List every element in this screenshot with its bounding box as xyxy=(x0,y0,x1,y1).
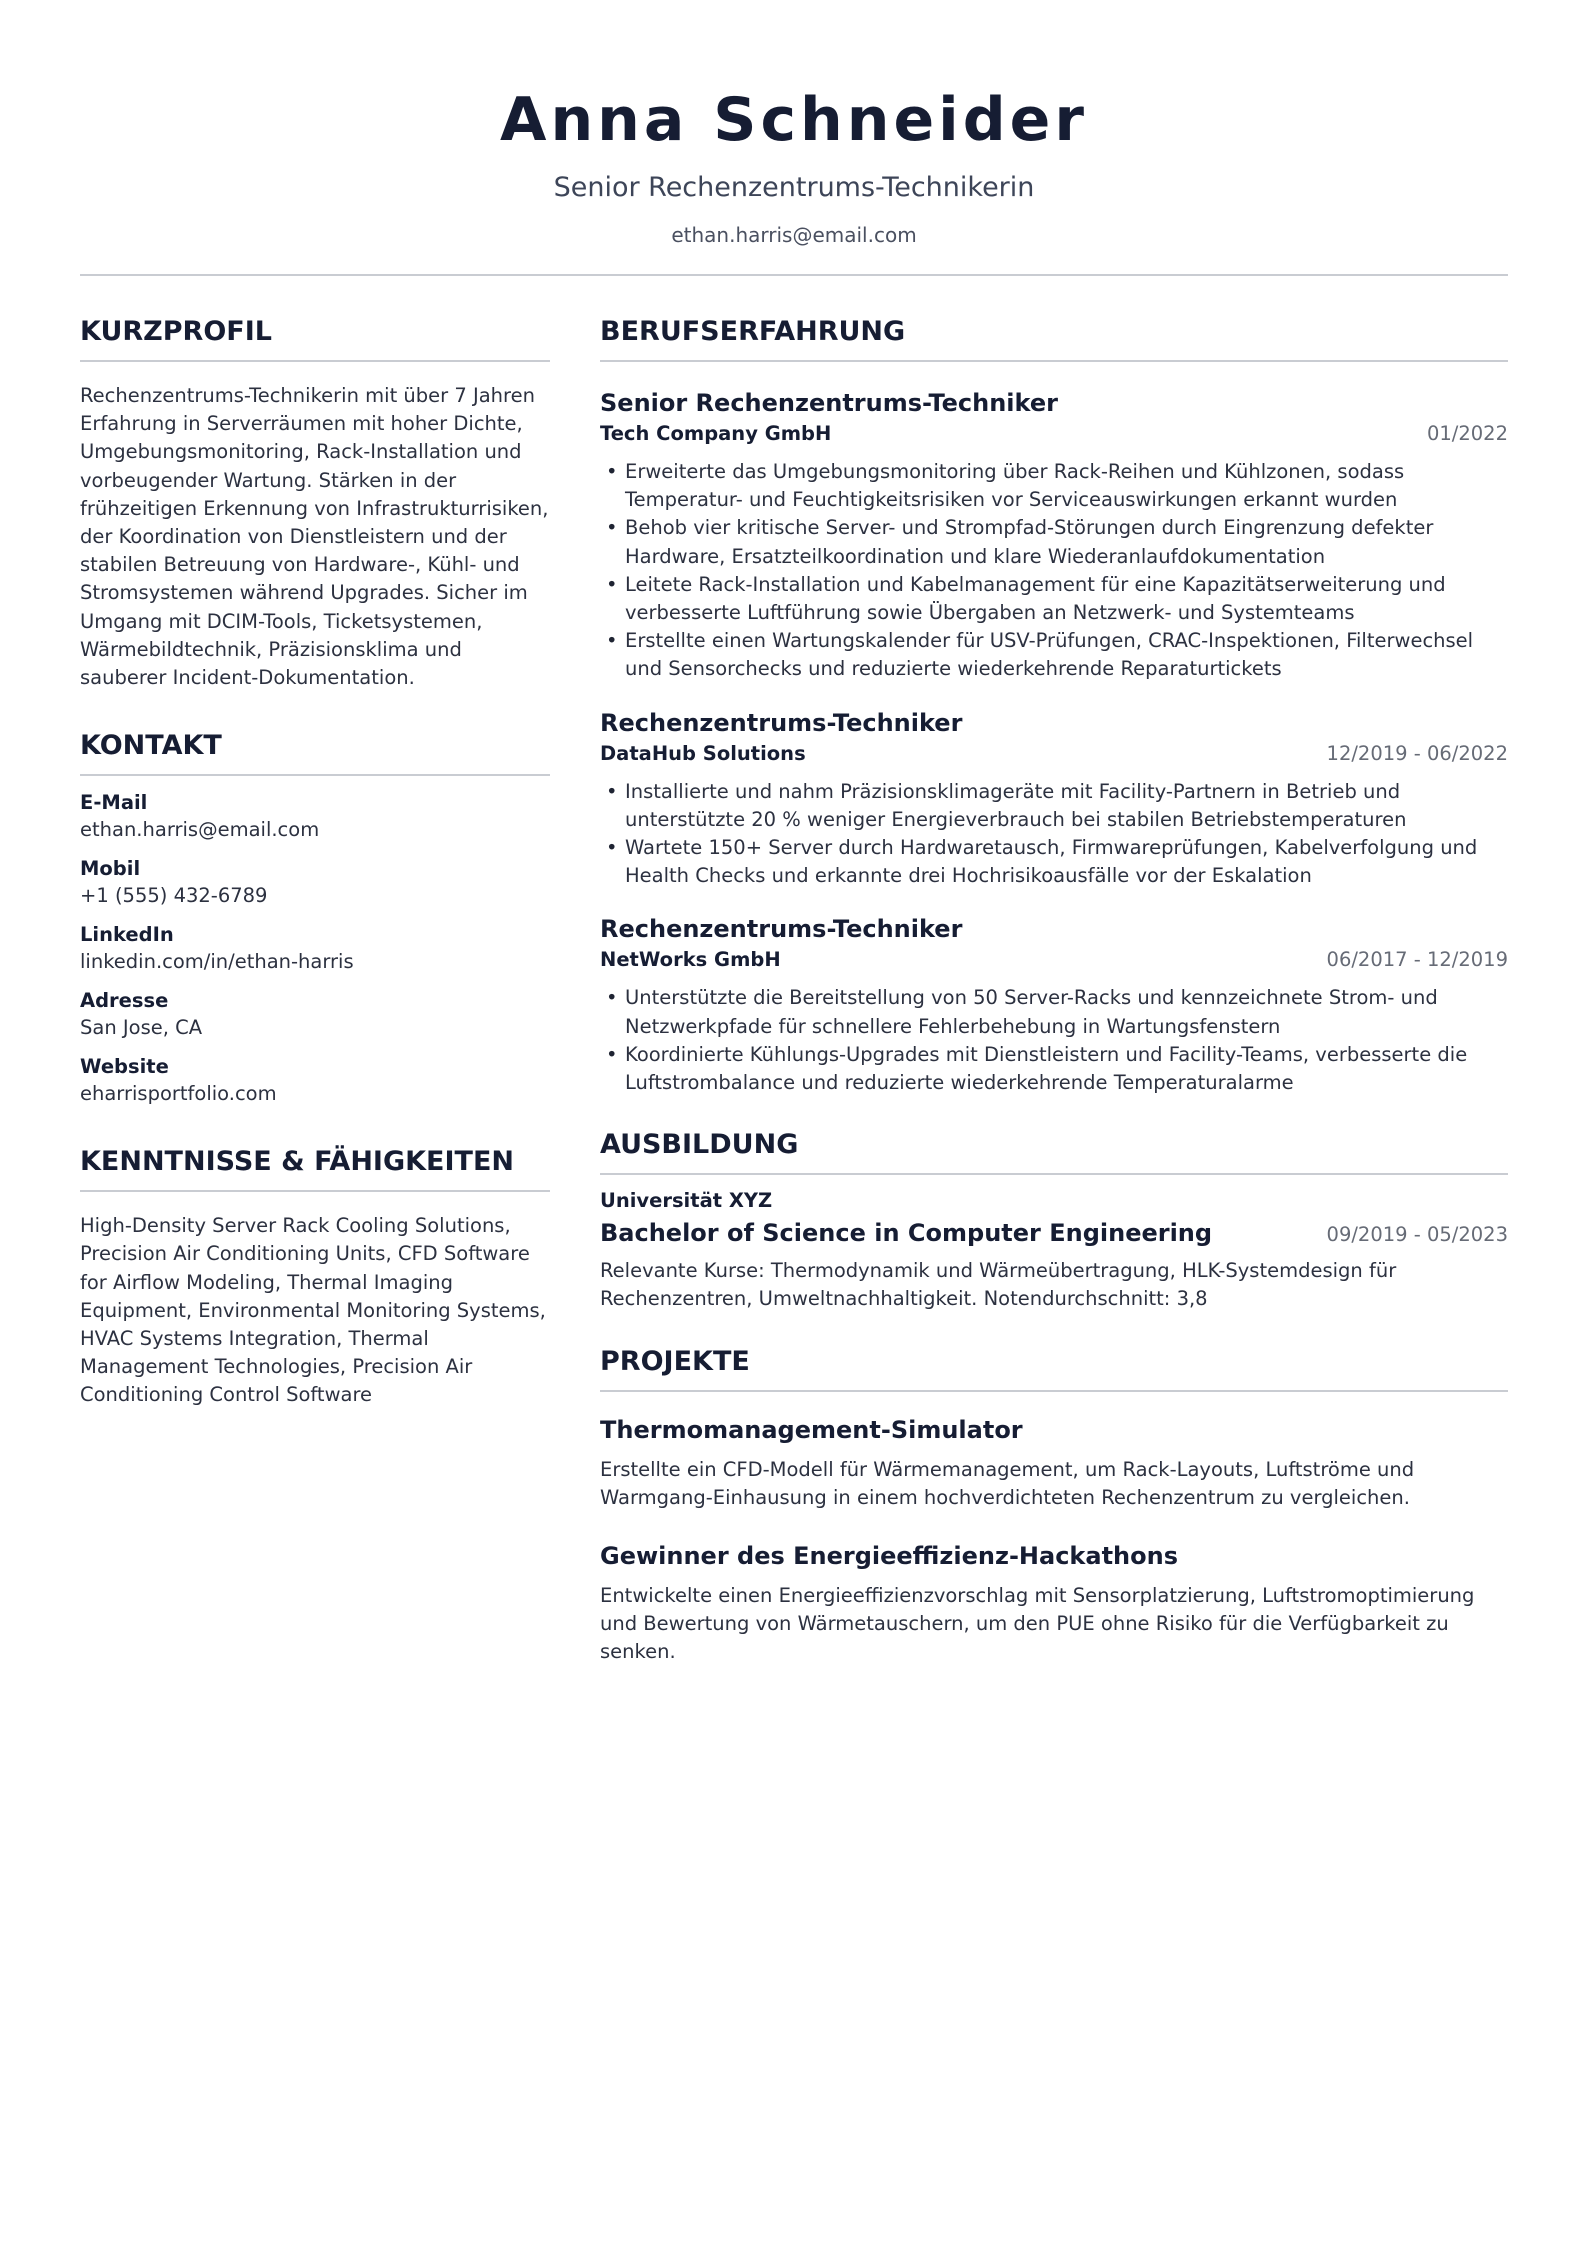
contact-list xyxy=(80,790,550,1108)
contact-section xyxy=(80,728,550,1108)
section-divider xyxy=(600,1390,1508,1392)
skills-text: High-Density Server Rack Cooling Solutions, Precision Air Conditioning Units, CFD Software for Airflow Modeling, Thermal Imaging Equipment, Environmental Monitoring Systems, HVAC Systems Integration, Thermal Management Technologies, Precision Air Conditioning Control Software xyxy=(80,1214,546,1407)
contact-value-website[interactable]: eharrisportfolio.com xyxy=(80,1082,277,1106)
section-title-profile: KURZPROFIL xyxy=(80,316,272,347)
resume-header xyxy=(80,0,1508,276)
project-title: Gewinner des Energieeffizienz-Hackathons xyxy=(600,1542,1179,1571)
contact-label-address: Adresse xyxy=(80,989,169,1013)
contact-value-mobile[interactable]: +1 (555) 432-6789 xyxy=(80,884,268,908)
section-title-experience: BERUFSERFAHRUNG xyxy=(600,316,906,347)
contact-label-email: E-Mail xyxy=(80,791,148,815)
section-divider xyxy=(600,360,1508,362)
job-bullet: • Installierte und nahm Präzisionsklimageräte mit Facility-Partnern in Betrieb und unterstützte 20 % weniger Energieverbrauch bei stabilen Betriebstemperaturen xyxy=(600,778,1508,834)
job-bullet: • Leitete Rack-Installation und Kabelmanagement für eine Kapazitätserweiterung und verbesserte Luftführung sowie Übergaben an Netzwerk- und Systemteams xyxy=(600,571,1508,627)
candidate-name: Anna Schneider xyxy=(500,85,1088,155)
contact-label-linkedin: LinkedIn xyxy=(80,923,174,947)
section-divider xyxy=(80,774,550,776)
job-bullet: • Erweiterte das Umgebungsmonitoring über Rack-Reihen und Kühlzonen, sodass Temperatur- und Feuchtigkeitsrisiken vor Serviceauswirkungen erkannt wurden xyxy=(600,458,1508,514)
job-bullets xyxy=(600,458,1508,684)
section-title-education: AUSBILDUNG xyxy=(600,1129,799,1161)
header-divider xyxy=(80,274,1508,276)
job-title: Rechenzentrums-Techniker xyxy=(600,708,963,737)
job-bullet: • Unterstützte die Bereitstellung von 50 Server-Racks und kennzeichnete Strom- und Netzwerkpfade für schnellere Fehlerbehebung in Wartungsfenstern xyxy=(600,984,1508,1040)
contact-label-website: Website xyxy=(80,1055,169,1079)
experience-section xyxy=(600,314,1508,1097)
job-date: 06/2017 - 12/2019 xyxy=(1326,948,1508,972)
job-bullet: • Erstellte einen Wartungskalender für USV-Prüfungen, CRAC-Inspektionen, Filterwechsel und Sensorchecks und reduzierte wiederkehrende Reparaturtickets xyxy=(600,627,1508,683)
education-section xyxy=(600,1127,1508,1313)
project-description: Erstellte ein CFD-Modell für Wärmemanagement, um Rack-Layouts, Luftströme und Warmgang-Einhausung in einem hochverdichteten Rechenzentrum zu vergleichen. xyxy=(600,1457,1415,1509)
job-title: Rechenzentrums-Techniker xyxy=(600,915,963,944)
job-bullets xyxy=(600,778,1508,891)
job-company: Tech Company GmbH xyxy=(600,422,832,445)
contact-value-email[interactable]: ethan.harris@email.com xyxy=(80,818,320,842)
resume-columns xyxy=(80,314,1508,1667)
right-column xyxy=(600,314,1508,1667)
job-meta xyxy=(600,740,1508,768)
job-date: 12/2019 - 06/2022 xyxy=(1326,741,1508,765)
contact-value-address: San Jose, CA xyxy=(80,1016,203,1040)
job-bullet: • Wartete 150+ Server durch Hardwaretausch, Firmwareprüfungen, Kabelverfolgung und Health Checks und erkannte drei Hochrisikoausfälle vor der Eskalation xyxy=(600,834,1508,890)
section-divider xyxy=(600,1173,1508,1175)
job-bullet: • Koordinierte Kühlungs-Upgrades mit Dienstleistern und Facility-Teams, verbesserte die Luftstrombalance und reduzierte wiederkehrende Temperaturalarme xyxy=(600,1041,1508,1097)
contact-label-mobile: Mobil xyxy=(80,857,141,881)
header-email[interactable]: ethan.harris@email.com xyxy=(671,223,917,247)
job-bullet: • Behob vier kritische Server- und Strompfad-Störungen durch Eingrenzung defekter Hardware, Ersatzteilkoordination und klare Wiederanlaufdokumentation xyxy=(600,514,1508,570)
section-title-projects: PROJEKTE xyxy=(600,1345,750,1377)
section-divider xyxy=(80,360,550,362)
job-date: 01/2022 xyxy=(1426,422,1508,445)
job-entry xyxy=(600,914,1508,1097)
education-school: Universität XYZ xyxy=(600,1189,773,1213)
contact-value-linkedin[interactable]: linkedin.com/in/ethan-harris xyxy=(80,950,354,974)
project-entry xyxy=(600,1414,1508,1512)
left-column xyxy=(80,314,550,1667)
job-company: DataHub Solutions xyxy=(600,741,806,765)
education-date: 09/2019 - 05/2023 xyxy=(1326,1223,1508,1247)
projects-section xyxy=(600,1344,1508,1667)
project-entry xyxy=(600,1540,1508,1667)
job-company: NetWorks GmbH xyxy=(600,948,781,972)
job-entry xyxy=(600,708,1508,891)
section-title-skills: KENNTNISSE & FÄHIGKEITEN xyxy=(80,1146,515,1178)
candidate-role: Senior Rechenzentrums-Technikerin xyxy=(553,172,1035,203)
section-title-contact: KONTAKT xyxy=(80,730,222,762)
skills-section xyxy=(80,1144,550,1409)
section-divider xyxy=(80,1190,550,1192)
job-bullets xyxy=(600,984,1508,1097)
education-description: Relevante Kurse: Thermodynamik und Wärmeübertragung, HLK-Systemdesign für Rechenzentren, Umweltnachhaltigkeit. Notendurchschnitt: 3,8 xyxy=(600,1259,1397,1311)
project-title: Thermomanagement-Simulator xyxy=(600,1415,1023,1444)
job-meta xyxy=(600,946,1508,974)
project-description: Entwickelte einen Energieeffizienzvorschlag mit Sensorplatzierung, Luftstromoptimierung und Bewertung von Wärmetauschern, um den PUE ohne Risiko für die Verfügbarkeit zu senken. xyxy=(600,1584,1475,1664)
job-title: Senior Rechenzentrums-Techniker xyxy=(600,389,1058,417)
job-entry xyxy=(600,388,1508,684)
education-meta xyxy=(600,1217,1508,1249)
job-meta xyxy=(600,420,1508,448)
education-degree: Bachelor of Science in Computer Engineering xyxy=(600,1219,1213,1248)
profile-text: Rechenzentrums-Technikerin mit über 7 Jahren Erfahrung in Serverräumen mit hoher Dichte, Umgebungsmonitoring, Rack-Installation und vorbeugender Wartung. Stärken in der frühzeitigen Erkennung von Infrastrukturrisiken, der Koordination von Dienstleistern und der stabilen Betreuung von Hardware-, Kühl- und Stromsystemen während Upgrades. Sicher im Umgang mit DCIM-Tools, Ticketsystemen, Wärmebildtechnik, Präzisionsklima und sauberer Incident-Dokumentation. xyxy=(80,384,549,690)
profile-section xyxy=(80,314,550,692)
